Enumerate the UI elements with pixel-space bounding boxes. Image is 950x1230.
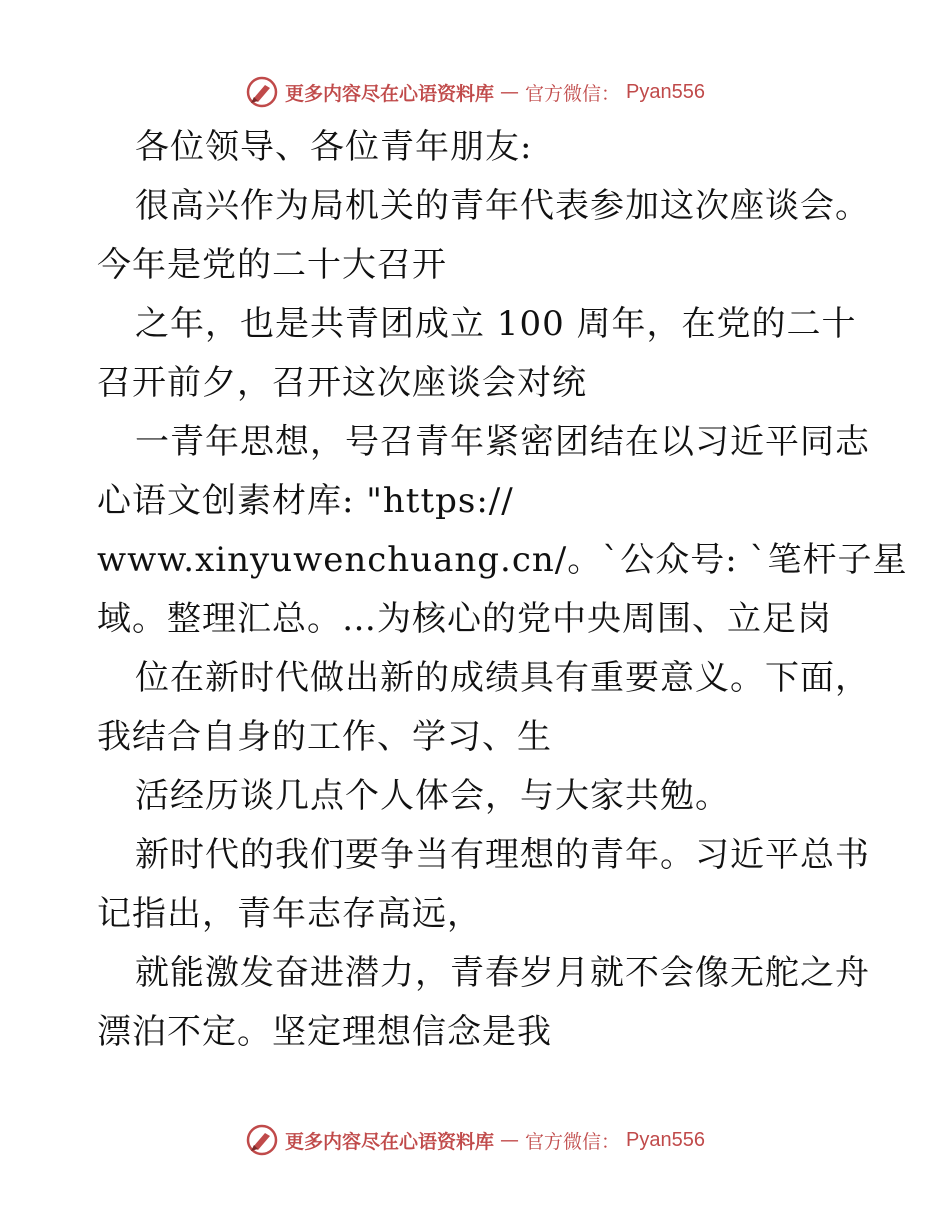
text-line: 活经历谈几点个人体会，与大家共勉。 xyxy=(135,776,730,816)
text-line: www.xinyuwenchuang.cn/。`公众号: `笔杆子星 xyxy=(97,540,908,580)
document-body xyxy=(97,118,908,1062)
text-line: 域。整理汇总。…为核心的党中央周围、立足岗 xyxy=(97,599,832,639)
text-line: 今年是党的二十大召开 xyxy=(97,245,447,285)
watermark-separator: — xyxy=(500,81,520,103)
text-line: 一青年思想，号召青年紧密团结在以习近平同志 xyxy=(135,422,870,462)
text-line: 位在新时代做出新的成绩具有重要意义。下面， xyxy=(135,658,870,698)
text-line: 召开前夕，召开这次座谈会对统 xyxy=(97,363,587,403)
watermark-brand: 更多内容尽在心语资料库 xyxy=(285,82,495,105)
text-line: 之年，也是共青团成立 100 周年，在党的二十 xyxy=(135,304,857,344)
text-line: 就能激发奋进潜力，青春岁月就不会像无舵之舟 xyxy=(135,953,870,993)
pen-logo-icon xyxy=(245,1123,279,1157)
text-line: 很高兴作为局机关的青年代表参加这次座谈会。 xyxy=(135,186,870,226)
text-line: 新时代的我们要争当有理想的青年。习近平总书 xyxy=(135,835,870,875)
text-line: 我结合自身的工作、学习、生 xyxy=(97,717,552,757)
text-line: 记指出，青年志存高远， xyxy=(97,894,482,934)
text-line: 心语文创素材库: "https:// xyxy=(97,481,514,521)
text-line: 各位领导、各位青年朋友: xyxy=(135,127,533,167)
watermark-brand: 更多内容尽在心语资料库 xyxy=(285,1130,495,1153)
text-line: 漂泊不定。坚定理想信念是我 xyxy=(97,1012,552,1052)
pen-logo-icon xyxy=(245,75,279,109)
watermark-channel: 官方微信： xyxy=(525,1130,621,1153)
watermark-separator: — xyxy=(500,1129,520,1151)
footer-watermark xyxy=(0,1120,950,1160)
header-watermark xyxy=(0,72,950,112)
watermark-channel: 官方微信： xyxy=(525,82,621,105)
watermark-id: Pyan556 xyxy=(626,1128,705,1151)
watermark-id: Pyan556 xyxy=(626,80,705,103)
